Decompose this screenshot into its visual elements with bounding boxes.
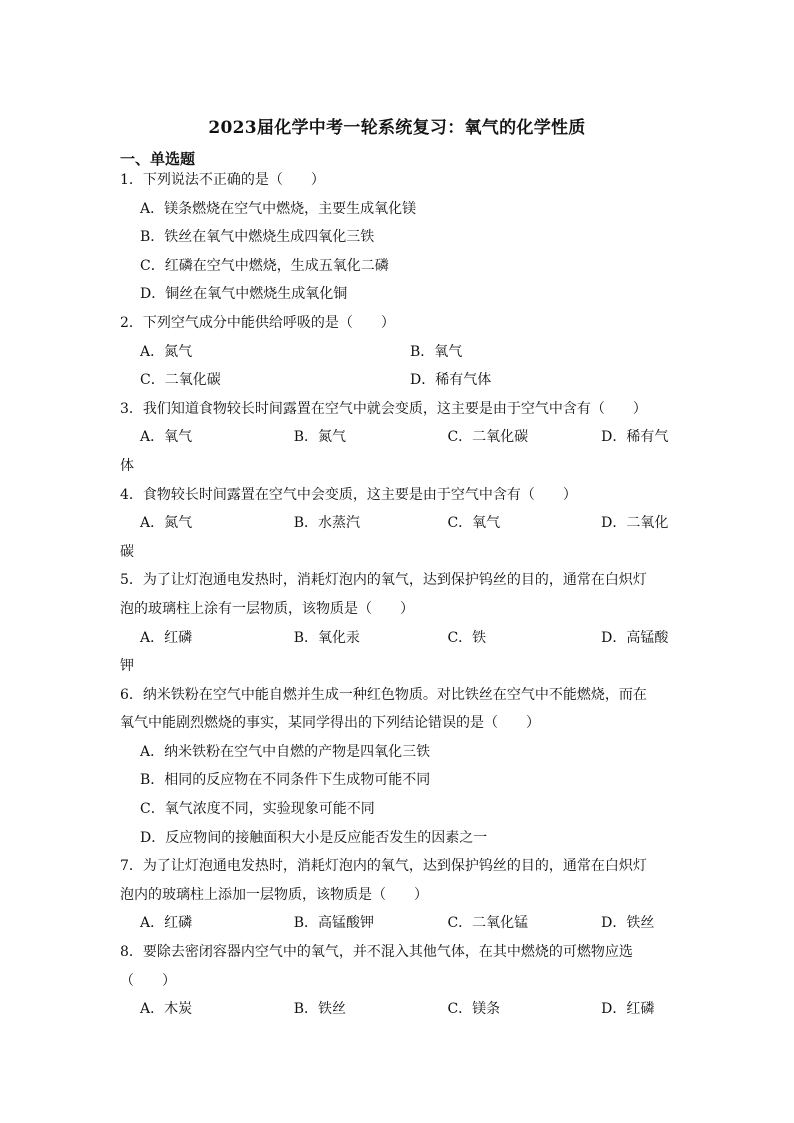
question-6-option-b: B．相同的反应物在不同条件下生成物可能不同: [140, 772, 431, 789]
question-2-option-d: D．稀有气体: [410, 372, 492, 389]
question-7-option-a: A．红磷: [140, 915, 193, 932]
question-1-stem: 1．下列说法不正确的是（ ）: [120, 172, 325, 188]
question-7-stem-line-1: 7．为了让灯泡通电发热时，消耗灯泡内的氧气，达到保护钨丝的目的，通常在白炽灯: [120, 858, 647, 875]
question-6-option-d: D．反应物间的接触面积大小是反应能否发生的因素之一: [140, 829, 488, 846]
question-5-options: [120, 624, 680, 653]
question-2-option-a: A．氮气: [140, 343, 193, 360]
question-7-options: [120, 909, 680, 938]
question-8-stem-line-1: 8．要除去密闭容器内空气中的氧气，并不混入其他气体，在其中燃烧的可燃物应选: [120, 944, 633, 961]
question-5-option-d-wrap: 钾: [120, 658, 134, 675]
question-8-option-c: C．镁条: [447, 1001, 501, 1018]
question-5-option-b: B．氧化汞: [293, 629, 361, 646]
question-6-option-a: A．纳米铁粉在空气中自燃的产物是四氧化三铁: [140, 743, 431, 760]
question-2-option-c: C．二氧化碳: [140, 372, 221, 389]
document-title: 2023届化学中考一轮系统复习：氧气的化学性质: [208, 118, 586, 138]
question-6-option-c: C．氧气浓度不同，实验现象可能不同: [140, 801, 375, 818]
question-1-option-a: A．镁条燃烧在空气中燃烧，主要生成氧化镁: [140, 200, 417, 217]
question-6-stem-line-1: 6．纳米铁粉在空气中能自燃并生成一种红色物质。对比铁丝在空气中不能燃烧，而在: [120, 686, 647, 703]
question-4-option-d-wrap: 碳: [120, 543, 134, 560]
question-8-option-b: B．铁丝: [293, 1001, 347, 1018]
question-8-options: [120, 995, 680, 1024]
question-3-stem: 3．我们知道食物较长时间露置在空气中就会变质，这主要是由于空气中含有（ ）: [120, 400, 647, 417]
question-5-option-c: C．铁: [447, 629, 487, 646]
section-heading: 一、单选题: [120, 150, 196, 168]
question-3-options: [120, 423, 680, 452]
question-list: [120, 166, 680, 1024]
question-2-option-b: B．氧气: [410, 343, 463, 360]
question-5-option-d: D．高锰酸: [601, 629, 669, 646]
question-4-option-d: D．二氧化: [601, 515, 669, 532]
question-7-option-d: D．铁丝: [601, 915, 655, 932]
question-4-option-c: C．氧气: [447, 515, 501, 532]
question-2-options-row-2: [120, 366, 680, 395]
question-1-option-c: C．红磷在空气中燃烧，生成五氧化二磷: [140, 257, 389, 274]
question-5-option-a: A．红磷: [140, 629, 193, 646]
question-3-option-c: C．二氧化碳: [447, 429, 529, 446]
question-4-option-a: A．氮气: [140, 515, 193, 532]
question-6-stem-line-2: 氧气中能剧烈燃烧的事实，某同学得出的下列结论错误的是（ ）: [120, 715, 540, 732]
question-2-stem: 2．下列空气成分中能供给呼吸的是（ ）: [120, 314, 395, 331]
question-4-option-b: B．水蒸汽: [293, 515, 361, 532]
question-7-option-c: C．二氧化锰: [447, 915, 529, 932]
question-3-option-d-wrap: 体: [120, 457, 134, 474]
question-8-option-a: A．木炭: [140, 1001, 193, 1018]
question-3-option-b: B．氮气: [293, 429, 347, 446]
question-1-option-b: B．铁丝在氧气中燃烧生成四氧化三铁: [140, 229, 375, 246]
question-1-option-d: D．铜丝在氧气中燃烧生成氧化铜: [140, 286, 348, 303]
question-8-stem-line-2: （ ）: [120, 972, 176, 989]
question-2-options-row-1: [120, 338, 680, 367]
question-8-option-d: D．红磷: [601, 1001, 655, 1018]
question-5-stem-line-2: 泡的玻璃柱上涂有一层物质，该物质是（ ）: [120, 600, 414, 617]
question-7-option-b: B．高锰酸钾: [293, 915, 375, 932]
question-3-option-a: A．氧气: [140, 429, 193, 446]
question-3-option-d: D．稀有气: [601, 429, 669, 446]
question-4-options: [120, 509, 680, 538]
question-7-stem-line-2: 泡内的玻璃柱上添加一层物质，该物质是（ ）: [120, 886, 428, 903]
question-5-stem-line-1: 5．为了让灯泡通电发热时，消耗灯泡内的氧气，达到保护钨丝的目的，通常在白炽灯: [120, 572, 647, 589]
question-4-stem: 4．食物较长时间露置在空气中会变质，这主要是由于空气中含有（ ）: [120, 486, 577, 503]
